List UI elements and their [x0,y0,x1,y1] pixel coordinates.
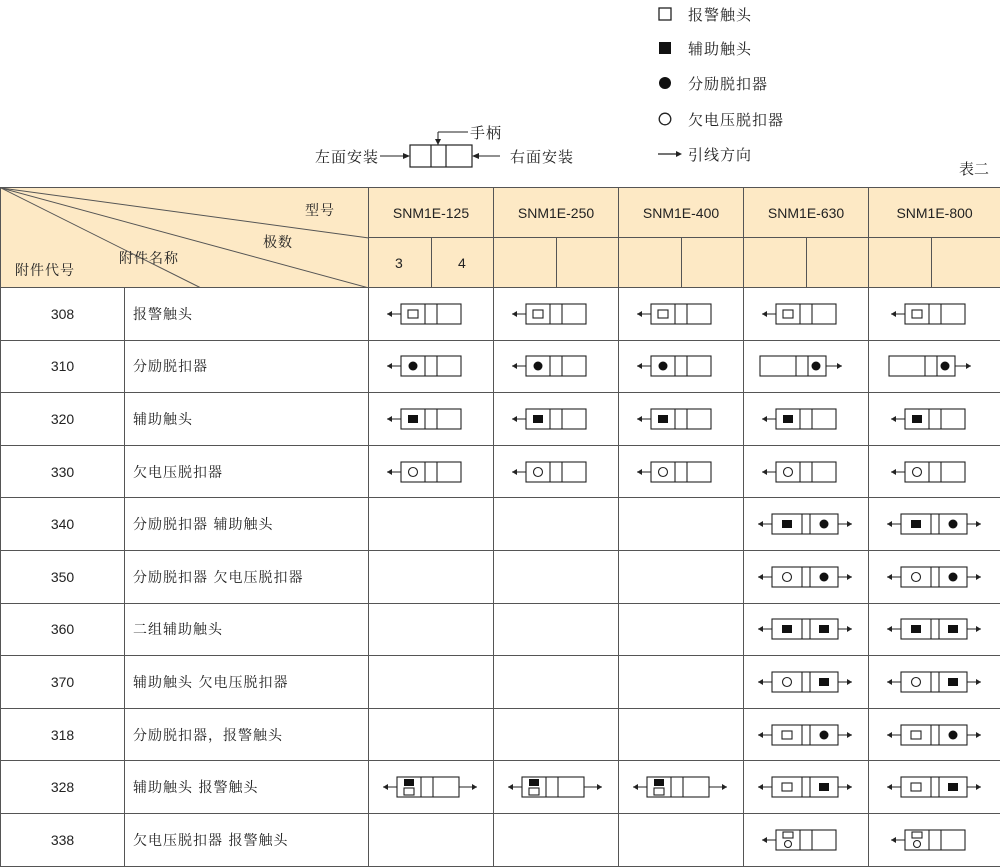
shunt-release-mark [948,520,957,529]
symbol-cell [619,708,744,761]
alarm-contact-mark [408,310,418,318]
table-row [1,761,1000,814]
name-header: 附件名称 [119,251,179,267]
arrow-right-icon [658,149,682,159]
symbol-cell [869,393,1000,446]
symbol-cell [619,656,744,709]
symbol-cell [494,288,619,341]
accessory-symbol [758,774,854,800]
aux-contact-mark [408,415,418,423]
aux-contact-mark [948,783,958,791]
alarm-contact-mark [404,788,414,795]
symbol-cell [744,708,869,761]
symbol-cell [369,708,494,761]
symbol-cell [619,550,744,603]
legend-label: 报警触头 [688,5,753,24]
symbol-cell [869,708,1000,761]
pole-cell [807,238,869,288]
table-row [1,708,1000,761]
symbol-cell [494,550,619,603]
table-label: 表二 [959,160,990,178]
shunt-release-mark [534,362,543,371]
pole-cell [619,238,682,288]
aux-contact-mark [404,779,414,786]
symbol-cell [869,340,1000,393]
symbol-cell [369,340,494,393]
legend-item [658,2,752,26]
undervoltage-release-mark [659,467,668,476]
aux-contact-mark [533,415,543,423]
symbol-cell [494,340,619,393]
symbol-cell [619,761,744,814]
legend-item [658,36,752,60]
breaker-outline-diagram [380,124,510,170]
legend-item [658,107,784,131]
code-header: 附件代号 [15,263,75,279]
hollow-square-icon [658,7,676,21]
symbol-cell [369,656,494,709]
accessory-code-cell: 338 [1,813,125,866]
aux-contact-mark [819,678,829,686]
accessory-symbol [758,301,854,327]
symbol-cell [619,603,744,656]
aux-contact-mark [658,415,668,423]
legend-label: 引线方向 [688,145,753,164]
accessory-code-cell: 340 [1,498,125,551]
symbol-cell [744,603,869,656]
symbol-cell [494,603,619,656]
accessory-symbol [887,564,983,590]
aux-contact-mark [948,625,958,633]
aux-contact-mark [782,625,792,633]
pole-cell [744,238,807,288]
accessory-symbol [887,459,983,485]
pole-cell [869,238,932,288]
table-row [1,550,1000,603]
undervoltage-release-mark [913,840,920,847]
pole-cell: 4 [432,238,494,288]
accessory-symbol [508,353,604,379]
accessory-name-cell: 分励脱扣器 辅助触头 [125,498,369,551]
hollow-circle-icon [658,112,676,126]
filled-square-icon [658,41,676,55]
accessory-symbol [383,301,479,327]
accessory-symbol [633,301,729,327]
accessory-name-cell: 辅助触头 欠电压脱扣器 [125,656,369,709]
shunt-release-mark [409,362,418,371]
accessory-code-cell: 330 [1,445,125,498]
filled-circle-icon [658,76,676,90]
symbol-cell [744,445,869,498]
model-header: 型号 [305,203,335,219]
shunt-release-mark [948,572,957,581]
accessory-symbol [508,774,604,800]
accessory-name-cell: 欠电压脱扣器 [125,445,369,498]
model-header-cell: SNM1E-800 [869,188,1000,238]
accessory-symbol [758,511,854,537]
accessory-symbol [758,616,854,642]
aux-contact-mark [948,678,958,686]
undervoltage-release-mark [785,840,792,847]
accessory-symbol [633,459,729,485]
symbol-cell [369,603,494,656]
table-row [1,288,1000,341]
table-row [1,393,1000,446]
aux-contact-mark [819,625,829,633]
symbol-cell [369,813,494,866]
legend-label: 辅助触头 [688,39,753,58]
accessory-symbol [633,406,729,432]
legend-label: 欠电压脱扣器 [688,110,785,129]
symbol-cell [744,288,869,341]
symbol-cell [369,498,494,551]
legend-label: 分励脱扣器 [688,74,769,93]
accessory-symbol [383,406,479,432]
accessory-symbol [758,353,854,379]
alarm-contact-mark [911,783,921,791]
aux-contact-mark [782,520,792,528]
accessory-symbol [383,353,479,379]
undervoltage-release-mark [783,572,792,581]
symbol-cell [494,445,619,498]
shunt-release-mark [812,362,821,371]
accessory-symbol [887,511,983,537]
pole-cell [682,238,744,288]
accessory-symbol [508,459,604,485]
undervoltage-release-mark [911,677,920,686]
accessory-name-cell: 分励脱扣器 欠电压脱扣器 [125,550,369,603]
accessory-symbol [887,301,983,327]
symbol-cell [494,813,619,866]
accessory-code-cell: 350 [1,550,125,603]
symbol-cell [494,393,619,446]
accessory-code-cell: 370 [1,656,125,709]
table-row [1,603,1000,656]
accessory-name-cell: 报警触头 [125,288,369,341]
undervoltage-release-mark [534,467,543,476]
accessory-code-cell: 308 [1,288,125,341]
symbol-cell [494,498,619,551]
symbol-cell [744,498,869,551]
symbol-cell [494,656,619,709]
symbol-cell [869,603,1000,656]
accessory-symbol [508,301,604,327]
aux-contact-mark [654,779,664,786]
legend-item [658,142,752,166]
accessory-symbol [508,406,604,432]
accessory-symbol [383,459,479,485]
symbol-cell [744,761,869,814]
undervoltage-release-mark [912,467,921,476]
alarm-contact-mark [783,310,793,318]
accessory-code-cell: 328 [1,761,125,814]
accessory-symbol [633,774,729,800]
pole-cell [932,238,1000,288]
symbol-cell [619,340,744,393]
accessory-symbol [758,564,854,590]
shunt-release-mark [948,730,957,739]
symbol-cell [494,761,619,814]
accessory-symbol [887,774,983,800]
pole-cell [494,238,557,288]
aux-contact-mark [911,625,921,633]
symbol-cell [369,761,494,814]
table-row [1,813,1000,866]
alarm-contact-mark [783,832,793,838]
table-row [1,340,1000,393]
undervoltage-release-mark [784,467,793,476]
symbol-cell [369,550,494,603]
accessory-symbol [758,406,854,432]
accessory-table [0,187,1000,867]
alarm-contact-mark [533,310,543,318]
alarm-contact-mark [912,310,922,318]
symbol-cell [744,393,869,446]
alarm-contact-mark [529,788,539,795]
symbol-cell [744,340,869,393]
model-header-cell: SNM1E-250 [494,188,619,238]
alarm-contact-mark [782,731,792,739]
symbol-cell [869,498,1000,551]
alarm-contact-mark [654,788,664,795]
accessory-symbol [887,669,983,695]
symbol-cell [869,550,1000,603]
symbol-cell [494,708,619,761]
accessory-name-cell: 辅助触头 报警触头 [125,761,369,814]
symbol-cell [619,288,744,341]
undervoltage-release-mark [409,467,418,476]
accessory-symbol [887,722,983,748]
symbol-cell [869,813,1000,866]
symbol-cell [869,656,1000,709]
aux-contact-mark [911,520,921,528]
accessory-symbol [887,827,983,853]
accessory-code-cell: 360 [1,603,125,656]
symbol-cell [869,761,1000,814]
model-header-cell: SNM1E-125 [369,188,494,238]
symbol-cell [869,445,1000,498]
accessory-code-cell: 310 [1,340,125,393]
accessory-symbol [887,406,983,432]
shunt-release-mark [940,362,949,371]
accessory-name-cell: 欠电压脱扣器 报警触头 [125,813,369,866]
table-row [1,498,1000,551]
symbol-cell [619,393,744,446]
handle-label: 手柄 [470,124,503,142]
aux-contact-mark [783,415,793,423]
aux-contact-mark [529,779,539,786]
accessory-symbol [383,774,479,800]
accessory-symbol [758,827,854,853]
accessory-code-cell: 320 [1,393,125,446]
undervoltage-release-mark [911,572,920,581]
accessory-symbol [887,616,983,642]
accessory-symbol [758,722,854,748]
symbol-cell [744,656,869,709]
table-row [1,656,1000,709]
accessory-code-cell: 318 [1,708,125,761]
legend-item [658,71,768,95]
right-install-label: 右面安装 [510,148,575,166]
header-corner [1,188,369,288]
symbol-cell [369,288,494,341]
aux-contact-mark [819,783,829,791]
alarm-contact-mark [912,832,922,838]
symbol-cell [619,813,744,866]
shunt-release-mark [820,572,829,581]
accessory-symbol [887,353,983,379]
shunt-release-mark [820,520,829,529]
symbol-cell [869,288,1000,341]
symbol-cell [619,445,744,498]
poles-header: 极数 [263,235,293,251]
left-install-label: 左面安装 [315,148,380,166]
alarm-contact-mark [658,310,668,318]
accessory-name-cell: 辅助触头 [125,393,369,446]
accessory-symbol [758,459,854,485]
shunt-release-mark [820,730,829,739]
table-row [1,445,1000,498]
symbol-cell [619,498,744,551]
accessory-name-cell: 分励脱扣器，报警触头 [125,708,369,761]
pole-cell [557,238,619,288]
undervoltage-release-mark [783,677,792,686]
pole-cell: 3 [369,238,432,288]
symbol-cell [744,550,869,603]
accessory-name-cell: 二组辅助触头 [125,603,369,656]
accessory-symbol [633,353,729,379]
accessory-name-cell: 分励脱扣器 [125,340,369,393]
symbol-cell [744,813,869,866]
model-header-cell: SNM1E-630 [744,188,869,238]
accessory-symbol [758,669,854,695]
alarm-contact-mark [782,783,792,791]
model-header-cell: SNM1E-400 [619,188,744,238]
shunt-release-mark [659,362,668,371]
symbol-cell [369,393,494,446]
symbol-cell [369,445,494,498]
alarm-contact-mark [911,731,921,739]
aux-contact-mark [912,415,922,423]
